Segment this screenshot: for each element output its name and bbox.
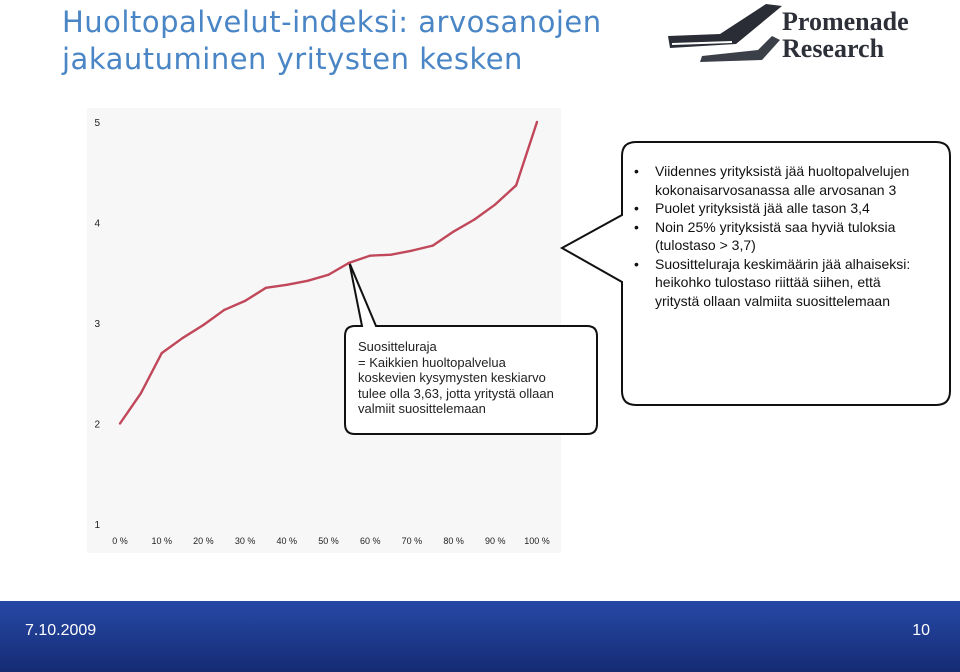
finding-item: • Puolet yrityksistä jää alle tason 3,4: [632, 199, 922, 218]
data-point: [390, 253, 392, 255]
x-tick-label: 0 %: [112, 536, 128, 546]
callout-line: valmiit suosittelemaan: [358, 401, 486, 416]
y-tick-label: 4: [94, 218, 100, 230]
data-point: [202, 324, 204, 326]
data-point: [286, 284, 288, 286]
findings-list: [632, 162, 922, 310]
x-tick-label: 20 %: [193, 536, 214, 546]
callout-line: = Kaikkien huoltopalvelua: [358, 354, 506, 370]
data-point: [432, 244, 434, 246]
footer-date: 7.10.2009: [25, 622, 97, 639]
callout-line: koskevien kysymysten keskiarvo: [358, 370, 546, 385]
x-tick-label: 60 %: [359, 536, 381, 546]
x-tick-label: 90 %: [485, 536, 506, 546]
data-point: [515, 184, 517, 186]
y-tick-label: 5: [94, 118, 100, 129]
x-tick-label: 10 %: [151, 536, 172, 546]
data-point: [119, 422, 121, 424]
x-tick-label: 40 %: [276, 536, 298, 546]
data-point: [140, 392, 142, 394]
data-point: [244, 300, 246, 302]
data-point: [494, 203, 496, 205]
data-point: [265, 287, 267, 289]
data-point: [536, 121, 538, 123]
finding-item: • Suositteluraja keskimäärin jää alhaiseksi: heikohko tulostaso riittää siihen, että yritystä ollaan valmiita suosittelemaan: [632, 255, 922, 311]
x-tick-label: 100 %: [524, 536, 550, 546]
data-point: [473, 218, 475, 220]
logo-text-line-2: Research: [782, 34, 885, 63]
y-tick-label: 3: [94, 319, 100, 330]
callout-line: Suositteluraja: [358, 339, 437, 354]
footer-bar: [0, 601, 960, 672]
slide-title: Huoltopalvelut-indeksi: arvosanojen jakautuminen yritysten kesken: [62, 5, 602, 76]
data-point: [223, 309, 225, 311]
data-point: [369, 254, 371, 256]
finding-item: • Noin 25% yrityksistä saa hyviä tuloksia (tulostaso > 3,7): [632, 218, 922, 255]
y-tick-label: 2: [94, 419, 100, 431]
page-number: 10: [912, 622, 930, 639]
finding-item: • Viidennes yrityksistä jää huoltopalvelujen kokonaisarvosanassa alle arvosanan 3: [632, 162, 922, 199]
data-point: [348, 262, 350, 264]
data-point: [306, 280, 308, 282]
data-point: [327, 274, 329, 276]
x-tick-label: 70 %: [401, 536, 423, 546]
data-point: [181, 337, 183, 339]
x-tick-label: 30 %: [234, 536, 256, 546]
data-point: [411, 249, 413, 251]
y-tick-label: 1: [94, 520, 100, 531]
data-point: [161, 352, 163, 354]
callout-text: [358, 339, 598, 417]
logo-text-line-1: Promenade: [782, 7, 909, 36]
callout-line: tulee olla 3,63, jotta yritystä ollaan: [358, 385, 554, 401]
data-point: [452, 230, 454, 232]
x-tick-label: 50 %: [318, 536, 339, 546]
x-tick-label: 80 %: [443, 536, 464, 546]
